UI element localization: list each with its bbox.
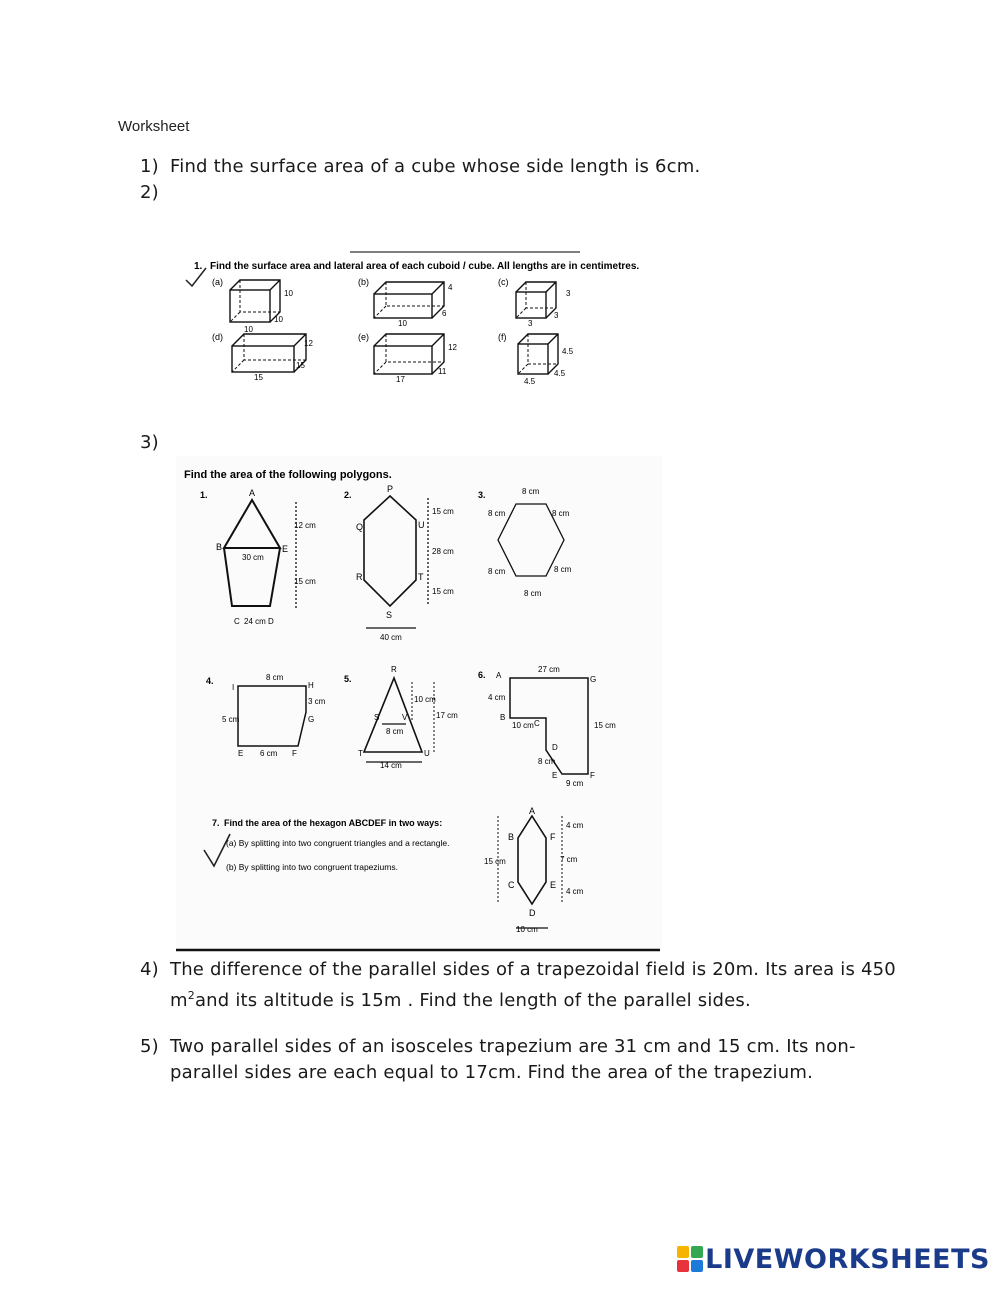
dimension-label: 6 cm xyxy=(260,749,278,758)
dimension-label: 4 cm xyxy=(566,887,584,896)
cuboid-b xyxy=(358,277,453,328)
cuboid-label: (b) xyxy=(358,277,369,287)
dimension-label: 4 cm xyxy=(566,821,584,830)
polygon-number: 2. xyxy=(344,490,352,500)
dimension-label: 10 cm xyxy=(516,925,538,934)
vertex-label: S xyxy=(374,713,380,722)
cuboid-dim: 4.5 xyxy=(554,369,566,378)
q7-part-b: (b) By splitting into two congruent trapeziums. xyxy=(226,862,398,872)
vertex-label: A xyxy=(529,806,536,816)
dimension-label: 8 cm xyxy=(538,757,556,766)
dimension-label: 8 cm xyxy=(522,487,540,496)
vertex-label: P xyxy=(387,484,394,494)
vertex-label: R xyxy=(356,572,363,582)
dimension-label: 15 cm xyxy=(294,577,316,586)
polygons-figure xyxy=(176,456,662,956)
cuboid-dim: 4.5 xyxy=(562,347,574,356)
q7-heading: Find the area of the hexagon ABCDEF in two ways: xyxy=(224,818,443,828)
cuboid-dim: 10 xyxy=(244,325,253,334)
dimension-label: 8 cm xyxy=(488,567,506,576)
question-number: 4) xyxy=(140,959,159,980)
vertex-label: H xyxy=(308,681,314,690)
dimension-label: 40 cm xyxy=(380,633,402,642)
dimension-label: 27 cm xyxy=(538,665,560,674)
vertex-label: U xyxy=(424,749,430,758)
dimension-label: 3 cm xyxy=(308,697,326,706)
question-number: 5) xyxy=(140,1036,159,1057)
dimension-label: 8 cm xyxy=(552,509,570,518)
dimension-label: 17 cm xyxy=(436,711,458,720)
vertex-label: E xyxy=(550,880,557,890)
vertex-label: T xyxy=(358,749,363,758)
cuboid-label: (e) xyxy=(358,332,369,342)
cuboids-figure xyxy=(180,248,700,390)
cuboid-dim: 3 xyxy=(566,289,571,298)
vertex-label: F xyxy=(590,771,595,780)
vertex-label: D xyxy=(268,617,274,626)
dimension-label: 15 cm xyxy=(432,587,454,596)
cuboids-heading-num: 1. xyxy=(194,261,203,272)
dimension-label: 5 cm xyxy=(222,715,240,724)
polygon-number: 3. xyxy=(478,490,486,500)
cuboid-dim: 3 xyxy=(528,319,533,328)
vertex-label: C xyxy=(508,880,515,890)
polygons-heading: Find the area of the following polygons. xyxy=(184,469,392,481)
dimension-label: 7 cm xyxy=(560,855,578,864)
cuboid-dim: 17 xyxy=(396,375,405,384)
question-text-part: The difference of the parallel sides of a trapezoidal field is 20m. Its area is 450 m xyxy=(170,959,896,1011)
cuboid-dim: 12 xyxy=(304,339,313,348)
cuboid-dim: 3 xyxy=(554,311,559,320)
dimension-label: 10 cm xyxy=(414,695,436,704)
dimension-label: 8 cm xyxy=(554,565,572,574)
cuboid-c xyxy=(498,277,571,328)
cuboid-label: (c) xyxy=(498,277,509,287)
polygon-number: 5. xyxy=(344,674,352,684)
vertex-label: E xyxy=(282,544,289,554)
cuboid-a xyxy=(212,277,293,334)
dimension-label: 15 cm xyxy=(432,507,454,516)
dimension-label: 24 cm xyxy=(244,617,266,626)
dimension-label: 8 cm xyxy=(488,509,506,518)
vertex-label: G xyxy=(590,675,597,684)
vertex-label: A xyxy=(496,671,502,680)
vertex-label: C xyxy=(534,719,540,728)
cuboid-e xyxy=(358,332,457,384)
vertex-label: S xyxy=(386,610,393,620)
dimension-label: 8 cm xyxy=(386,727,404,736)
question-text xyxy=(170,957,900,1014)
cuboid-dim: 15 xyxy=(296,361,305,370)
cuboid-dim: 12 xyxy=(448,343,457,352)
cuboid-label: (d) xyxy=(212,332,223,342)
vertex-label: T xyxy=(418,572,424,582)
dimension-label: 4 cm xyxy=(488,693,506,702)
polygon-number: 6. xyxy=(478,670,486,680)
dimension-label: 9 cm xyxy=(566,779,584,788)
question-text: Find the surface area of a cube whose side length is 6cm. xyxy=(170,156,701,177)
dimension-label: 8 cm xyxy=(524,589,542,598)
vertex-label: F xyxy=(550,832,556,842)
dimension-label: 30 cm xyxy=(242,553,264,562)
vertex-label: A xyxy=(249,488,256,498)
vertex-label: D xyxy=(552,743,558,752)
question-number: 1) xyxy=(140,156,159,177)
polygon-number: 7. xyxy=(212,818,220,828)
question-text: Two parallel sides of an isosceles trapezium are 31 cm and 15 cm. Its non-parallel sides are each equal to 17cm. Find the area of the trapezium. xyxy=(170,1036,856,1083)
vertex-label: E xyxy=(552,771,558,780)
polygon-number: 4. xyxy=(206,676,214,686)
dimension-label: 14 cm xyxy=(380,761,402,770)
cuboids-heading: Find the surface area and lateral area of each cuboid / cube. All lengths are in centimetres. xyxy=(210,261,640,272)
vertex-label: B xyxy=(508,832,515,842)
dimension-label: 8 cm xyxy=(266,673,284,682)
vertex-label: Q xyxy=(356,522,364,532)
polygon-number: 1. xyxy=(200,490,208,500)
cuboid-dim: 15 xyxy=(254,373,263,382)
cuboid-dim: 11 xyxy=(438,367,447,376)
cuboid-dim: 4.5 xyxy=(524,377,536,386)
vertex-label: B xyxy=(500,713,506,722)
vertex-label: R xyxy=(391,665,397,674)
dimension-label: 15 cm xyxy=(594,721,616,730)
vertex-label: F xyxy=(292,749,297,758)
question-text-part: and its altitude is 15m . Find the length of the parallel sides. xyxy=(194,990,751,1011)
cuboid-dim: 10 xyxy=(398,319,407,328)
logo-icon xyxy=(677,1246,703,1272)
cuboid-d xyxy=(212,332,313,382)
worksheet-title: Worksheet xyxy=(118,118,190,135)
dimension-label: 15 cm xyxy=(484,857,506,866)
cuboid-dim: 10 xyxy=(274,315,283,324)
question-number: 3) xyxy=(140,432,159,453)
dimension-label: 10 cm xyxy=(512,721,534,730)
question-number: 2) xyxy=(140,182,159,203)
logo-text: LIVEWORKSHEETS xyxy=(705,1243,990,1275)
vertex-label: U xyxy=(418,520,425,530)
dimension-label: 12 cm xyxy=(294,521,316,530)
vertex-label: V xyxy=(402,713,408,722)
cuboid-dim: 6 xyxy=(442,309,447,318)
cuboid-dim: 10 xyxy=(284,289,293,298)
dimension-label: 28 cm xyxy=(432,547,454,556)
cuboid-label: (f) xyxy=(498,332,507,342)
superscript: 2 xyxy=(187,989,195,1002)
cuboid-label: (a) xyxy=(212,277,223,287)
vertex-label: D xyxy=(529,908,536,918)
vertex-label: E xyxy=(238,749,244,758)
q7-part-a: (a) By splitting into two congruent triangles and a rectangle. xyxy=(226,838,450,848)
vertex-label: C xyxy=(234,617,240,626)
vertex-label: B xyxy=(216,542,223,552)
vertex-label: I xyxy=(232,683,235,692)
liveworksheets-logo xyxy=(677,1241,990,1277)
cuboid-f xyxy=(498,332,574,386)
cuboid-dim: 4 xyxy=(448,283,453,292)
vertex-label: G xyxy=(308,715,315,724)
